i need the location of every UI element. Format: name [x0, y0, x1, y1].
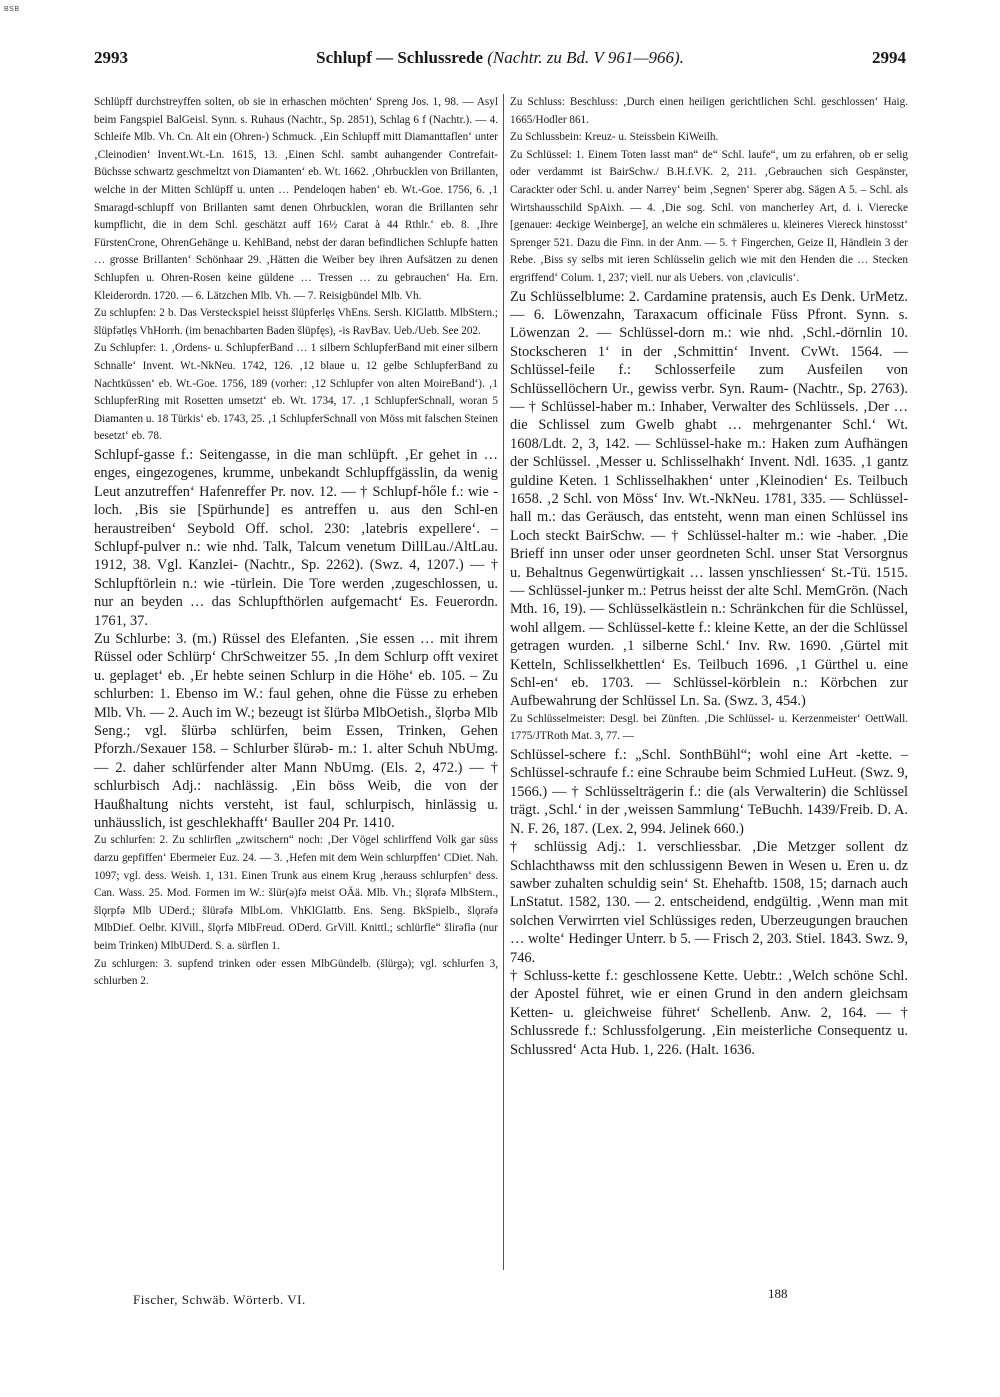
- dictionary-entry: Schlupf-gasse f.: Seitengasse, in die man schlüpft. ‚Er gehet in … enges, eingezogenes, krumme, unbekandt Schlupffgässlin, da wenig Leut anzutreffen‘ Hafenreffer Pr. nov. 12. — † Schlupf-hőle f.: wie -loch. ‚Bis sie [Spürhunde] es antreffen u. aus den Schl-en heraustreiben‘ Seybold Off. schol. 230: ‚latebris expellere‘. – Schlupf-pulver n.: wie nhd. Talk, Talcum venetum DillLau./AltLau. 1912, 38. Vgl. Kanzlei- (Nachtr., Sp. 2262). (Swz. 4, 1207.) — † Schlupftörlein n.: wie -türlein. Die Tore werden ‚zugeschlossen, u. nur an beyden … das Schlupfthörlen aufgemacht‘ Es. Feuerordn. 1761, 37.: [94, 446, 498, 629]
- running-title-note: (Nachtr. zu Bd. V 961—966).: [487, 48, 684, 67]
- left-column: [94, 94, 498, 991]
- dictionary-entry: Zu Schlussbein: Kreuz- u. Steissbein KiWeilh.: [510, 131, 719, 144]
- dictionary-entry: Zu Schlüsselmeister: Desgl. bei Zünften. ‚Die Schlüssel- u. Kerzenmeister‘ OettWall. 1775/JTRoth Mat. 3, 77. —: [510, 712, 908, 743]
- footer-signature: Fischer, Schwäb. Wörterb. VI.: [133, 1292, 306, 1307]
- dictionary-entry: † Schluss-kette f.: geschlossene Kette. Uebtr.: ‚Welch schöne Schl. der Apostel führet, wie er einen Grund in den andern gleichsam Ketten- u. gleichweise führet‘ Schellenb. Anw. 2, 164. — † Schlussrede f.: Schlussfolgerung. ‚Ein meisterliche Consequentz u. Schlussred‘ Acta Hub. 1, 226. (Halt. 1636.: [510, 967, 908, 1058]
- dictionary-entry: Zu Schlüsselblume: 2. Cardamine pratensis, auch Es Denk. UrMetz. — 6. Löwenzahn, Taraxacum officinale Füss Pfront. Synn. s. Löwenzan 2. — Schlüssel-dorn m.: wie nhd. ‚Schl.-dörnlin 10. Stockscheren 1‘ in der ‚Schmittin‘ Invent. CvWt. 1564. — Schlüssel-feile f.: Schlosserfeile zum Ausfeilen von Schlüssellöchern Ur., gewiss verbr. Syn. Raum- (Nachtr., Sp. 2763). — † Schlüssel-haber m.: Inhaber, Verwalter des Schlüssels. ‚Der … die Schlissel zum Gwelb ghabt … mehrgenanter Schl.‘ Wt. 1608/Ldt. 2, 3, 142. — Schlüssel-hake m.: Haken zum Aufhängen der Schlüssel. ‚Messer u. Schlisselhakh‘ Invent. Ndl. 1635. ‚1 gantz guldine Keten. 1 Schlisselhakhen‘ unter ‚Kleinodien‘ Es. Teilbuch 1658. ‚2 Schl. von Möss‘ Inv. Wt.-NkNeu. 1781, 335. — Schlüssel-hall m.: das Geräusch, das entsteht, wenn man einen Schlüssel ins Loch steckt BairSchw. — † Schlüssel-halter m.: wie -haber. ‚Die Brieff inn unser oder unser geordneten Schl. unser Stat Versorgnus u. Behaltnus Gegenwürtigkait … lassen ynschliessen‘ St.-Tü. 1515. — Schlüssel-junker m.: Petrus heisst der alte Schl. MemGrön. (Nach Mth. 16, 19). — Schlüsselkästlein n.: Schränkchen für die Schlüssel, wohl allgem. — Schlüssel-kette f.: kleine Kette, an der die Schlüssel getragen wurden. ‚1 silberne Schl.‘ Inv. Rw. 1690. ‚Gürtel mit Ketteln, Schlisselkhettlen‘ Es. Teilbuch 1696. ‚1 Gürthel u. eine Schl-en‘ eb. 1703. — Schlüssel-körblein n.: Körbchen zur Aufbewahrung der Schlüssel Ln. Sa. (Swz. 3, 454.): [510, 288, 908, 710]
- dictionary-entry: Zu schlurfen: 2. Zu schlirflen „zwitschern“ noch: ‚Der Vögel schlirffend Volk gar süss darzu gepfiffen‘ Ebermeier Euz. 24. — 3. ‚Hefen mit dem Wein schlurpffen‘ CDiet. Nah. 1097; vgl. dess. Weish. 1, 131. Einen Trunk aus einem Krug ‚herauss schlurpfen‘ dess. Can. Wass. 25. Mod. Formen im W.: šlür(ə)fə meist OÄä. Mlb. Vh.; šlǫrəfə MlbStern., šlǫrpfə Mlb UDerd.; šlürəfə MlbLom. VhKlGlattb. Ens. Seng. BkSpielb., šlǫrəfə MlbDief. Oelbr. KlVill., šlǫrfə MlbFreud. ODerd. GrVill. Knittl.; schlürfle“ šlirəflə (nur beim Trinken) MlbUDerd. S. a. sürflen 1.: [94, 834, 498, 952]
- dictionary-entry: Zu Schlurbe: 3. (m.) Rüssel des Elefanten. ‚Sie essen … mit ihrem Rüssel oder Schlürp‘ ChrSchweitzer 55. ‚In dem Schlurp offt vexiret u. geplaget‘ eb. ‚Er hebte seinen Schlurp in die Höhe‘ eb. 105. – Zu schlurben: 1. Ebenso im W.: faul gehen, ohne die Füsse zu erheben Mlb. Vh. — 2. Auch im W.; bezeugt ist šlürbə MlbOetish., šlǫrbə Mlb Seng.; vgl. šlürbə schlürfen, beim Essen, Trinken, Gehen Pforzh./Sexauer 158. – Schlurber šlürəb- m.: 1. alter Schuh NbUmg. — 2. daher schlürfender alter Mann NbUmg. (Els. 2, 472.) — † schlurbisch Adj.: nachlässig. ‚Ein böss Weib, die von der Haußhaltung nichts versteht, ist faul, schlurpisch, hinlässig u. unhäusslich, ist geschlekhafft‘ Bauller 204 Pr. 1410.: [94, 630, 498, 831]
- dictionary-entry: † schlüssig Adj.: 1. verschliessbar. ‚Die Metzger sollent dz Schlachthawss mit den schlussigenn Bewen in Wesen u. Eren u. dz sawber zuhalten schuldig sein‘ St. Ehehaftb. 1508, 15; darnach auch LnStatut. 1582, 130. — 2. entscheidend, endgültig. ‚Wenn man mit solchen Verwirrten viel Schlüssiges reden, Uberzeugungen brauchen … wolte‘ Hedinger Unterr. b 5. — Frisch 2, 203. Stiel. 1843. Swz. 9, 746.: [510, 839, 908, 966]
- dictionary-entry: Schlüssel-schere f.: „Schl. SonthBühl“; wohl eine Art -kette. – Schlüssel-schraufe f.: eine Schraube beim Schmied LuHeut. (Swz. 9, 1566.) — † Schlüsselträgerin f.: die (als Verwalterin) die Schlüssel trägt. ‚Schl.‘ in der ‚weissen Sammlung‘ TeBuchh. 1439/Freib. D. A. N. F. 26, 187. (Lex. 2, 994. Jelinek 660.): [510, 747, 908, 837]
- dictionary-entry: Zu schlupfen: 2 b. Das Versteckspiel heisst šlüpferlęs VhEns. Sersh. KlGlattb. MlbStern.; šlüpfətlęs VhHorrh. (im benachbarten Baden šlüpfęs), -is RavBav. Ueb./Ueb. See 202.: [94, 307, 498, 337]
- page-header: [94, 48, 906, 72]
- dictionary-entry: Schlüpff durchstreyffen solten, ob sie in erhaschen möchten‘ Spreng Jos. 1, 98. — Asyl beim Fangspiel BalGeisl. Synn. s. Ruhaus (Nachtr., Sp. 2851), Schlag 6 f (Nachtr.). — 4. Schleife Mlb. Vh. Cn. Alt ein (Ohren-) Schmuck. ‚Ein Schlupff mitt Diamanttaflen‘ unter ‚Cleinodien‘ Invent.Wt.-Ln. 1615, 13. ‚Einen Schl. sambt auhangender Contrefait-Büchsse schwartz geschmeltzt von Diamanten‘ eb. Wt. 1662. ‚Ohrbucklen von Brillanten, welche in der Mitten Schlüpff u. unten … Pendeloqen haben‘ eb. Wt.-Goe. 1756, 6. ‚1 Smaragd-schlupff von Brillanten samt denen Ohrbucklen, woran die Brillanten sehr kumpflicht, die in dem Schl. geschätzt auff 16½ Carat à 44 Rthlr.‘ eb. 8. ‚Ihre FürstenCrone, OhrenGehänge u. KehlBand, nebst der daran befindlichen Schlupfe hatten … grosse Brillanten‘ Schönhaar 29. ‚Hätten die Weiber bey ihren Aufsätzen zu denen Schlupfen u. Ohren-Rosen keine güldene … Tressen … zu gebrauchen‘ Ha. Ern. Kleiderordn. 1720. — 6. Lätzchen Mlb. Vh. — 7. Reisigbündel Mlb. Vh.: [94, 96, 498, 302]
- page-number-left: 2993: [94, 48, 128, 67]
- dictionary-entry: Zu Schlüssel: 1. Einem Toten lasst man“ de“ Schl. laufe“, um zu erfahren, ob er selig oder verdammt ist BairSchw./ B.H.f.VK. 2, 211. ‚Gebrauchen sich Gespänster, Carackter oder Schl. u. ander Narrey‘ beim ‚Segnen‘ Sperer abg. Sägen A 5. – Schl. als Wirtshausschild SpAixh. — 4. ‚Die sog. Schl. von mancherley Art, d. i. Vierecke [genauer: 4eckige Weinberge], an welche ein schmäleres u. kleineres Viereck hinstosst‘ Sprenger 521. Dazu die Finn. in der Anm. — 5. † Fingerchen, Geize II, Händlein 3 der Rebe. ‚Biss sy selbs mit ieren Schlüsselin gelich wie mit den Henden die … Stecken ergriffend‘ Colum. 1, 237; viell. nur als Uebers. von ‚claviculis‘.: [510, 148, 908, 284]
- page-number-right: 2994: [872, 48, 906, 67]
- dictionary-entry: Zu schlurgen: 3. supfend trinken oder essen MlbGündelb. (šlürgə); vgl. schlurfen 3, schlurben 2.: [94, 957, 498, 988]
- dictionary-entry: Zu Schluss: Beschluss: ‚Durch einen heiligen gerichtlichen Schl. geschlossen‘ Haig. 1665/Hodler 861.: [510, 96, 908, 126]
- right-column: [510, 94, 908, 1059]
- dictionary-entry: Zu Schlupfer: 1. ‚Ordens- u. SchlupferBand … 1 silbern SchlupferBand mit einer silbern Schnalle‘ Invent. Wt.-NkNeu. 1742, 126. ‚12 blaue u. 12 gelbe SchlupferBand zu Nachtküssen‘ eb. Wt.-Goe. 1756, 189 (vorher: ‚12 Schlupfer von alten MoireBand‘). ‚1 SchlupferRing mit Rosetten umsetzt‘ eb. Wt. 1734, 17. ‚1 SchlupferSchnall, woran 5 Diamanten u. 18 Türkis‘ eb. 1743, 25. ‚1 SchlupferSchnall von Möss mit falschen Steinen besetzt‘ eb. 78.: [94, 342, 498, 443]
- running-title: [94, 48, 906, 68]
- footer-sheet-number: 188: [768, 1286, 788, 1301]
- column-divider: [503, 94, 504, 1270]
- library-stamp: BSB: [4, 6, 20, 13]
- running-title-main: Schlupf — Schlussrede: [316, 48, 484, 67]
